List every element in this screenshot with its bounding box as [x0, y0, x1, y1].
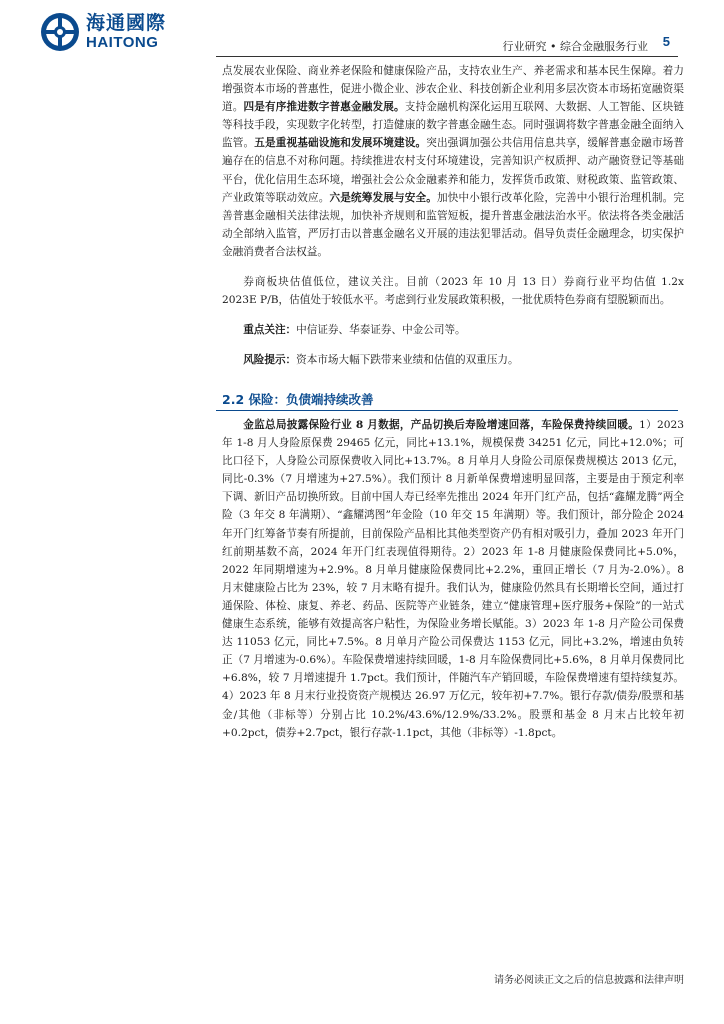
para1-bold-d: 五是重视基础设施和发展环境建设。: [254, 137, 427, 150]
para1-text-c: 支持金融机构深化运用互联网、大数据、人工智能、区块链等科技手段，实现数字化转型，打造健康的数字普惠金融生态。同时强调将数字普惠金融全面纳入监管。: [222, 101, 685, 150]
risk-label: 风险提示：: [243, 354, 297, 367]
para3-text: 1）2023 年 1-8 月人身险原保费 29465 亿元，同比+13.1%，规模保费 34251 亿元，同比+12.0%；可比口径下，人身险公司原保费收入同比+13.7%。8 月单月人身险公司原保费规模达 2013 亿元，同比-0.3%（7 月增速为+27.5%）。我们预计 8 月新单保费增速明显回落，主要是由于预定利率下调、新旧产品切换所致。目前中国人寿已经率先推出 2024 年开门红产品，包括“鑫耀龙腾”两全险（3 年交 8 年满期）、“鑫耀鸿图”年金险（10 年交 15 年满期）等。我们预计，部分险企 2024 年开门红筹备节奏有所提前，目前保险产品相比其他类型资产仍有相对吸引力，叠加 2023 年开门红前期基数不高，2024 年开门红表现值得期待。2）2023 年 1-8 月健康险保费同比+5.0%，2022 年同期增速为+2.9%。8 月单月健康险保费同比+2.2%，重回正增长（7 月为-2.0%）。8 月末健康险占比为 23%，较 7 月末略有提升。我们认为，健康险仍然具有长期增长空间，通过打通保险、体检、康复、养老、药品、医院等产业链条，建立“健康管理+医疗服务+保险”的一站式健康生态系统，能够有效提高客户粘性，为保险业务增长赋能。3）2023 年 1-8 月产险公司保费达 11053 亿元，同比+7.5%。8 月单月产险公司保费达 1153 亿元，同比+3.2%，增速由负转正（7 月增速为-0.6%）。车险保费增速持续回暖，1-8 月车险保费同比+5.6%，8 月单月保费同比+6.8%，较 7 月增速提升 1.7pct。我们预计，伴随汽车产销回暖，车险保费增速有望持续复苏。4）2023 年 8 月末行业投资资产规模达 26.97 万亿元，较年初+7.7%。银行存款/债券/股票和基金/其他（非标等）分别占比 10.2%/43.6%/12.9%/33.2%。股票和基金 8 月末占比较年初+0.2pct，债券+2.7pct，银行存款-1.1pct，其他（非标等）-1.8pct。: [222, 419, 684, 739]
main-content: [222, 62, 684, 369]
para1-bold-f: 六是统筹发展与安全。: [329, 191, 437, 204]
para1-text-a: 点发展农业保险、商业养老保险和健康保险产品，支持农业生产、养老需求和基本民生保障。着力增强资本市场的普惠性，促进小微企业、涉农企业、科技创新企业利用多层次资本市场拓宽融资渠道。: [222, 65, 684, 114]
focus-label: 重点关注：: [243, 324, 297, 337]
paragraph-risk: [222, 351, 684, 369]
header-divider: [216, 56, 678, 57]
para3-bold: 金监总局披露保险行业 8 月数据，产品切换后寿险增速回落，车险保费持续回暖。: [243, 419, 640, 431]
paragraph-insurance: [222, 416, 684, 742]
header-section-label: 行业研究 • 综合金融服务行业: [502, 40, 648, 53]
section-title: 2.2 保险：负债端持续改善: [222, 392, 374, 407]
haitong-logo: [40, 12, 166, 52]
page-number: 5: [662, 34, 670, 49]
para1-text-e: 突出强调加强公共信用信息共享，缓解普惠金融市场普遍存在的信息不对称问题。持续推进农村支付环境建设，完善知识产权质押、动产融资登记等基础平台，优化信用生态环境，增强社会公众金融素养和能力，发挥货币政策、财税政策、监管政策、产业政策等联动效应。: [222, 137, 685, 204]
paragraph-broker-valuation: 券商板块估值低位，建议关注。目前（2023 年 10 月 13 日）券商行业平均估值 1.2x 2023E P/B，估值处于较低水平。考虑到行业发展政策积极，一批优质特色券商有望脱颖而出。: [222, 276, 684, 307]
para1-text-g: 加快中小银行改革化险，完善中小银行治理机制。完善普惠金融相关法律法规，加快补齐规则和监管短板，提升普惠金融法治水平。依法将各类金融活动全部纳入监管，严厉打击以普惠金融名义开展的违法犯罪活动。倡导负责任金融理念，切实保护金融消费者合法权益。: [222, 191, 685, 258]
footer-disclaimer: 请务必阅读正文之后的信息披露和法律声明: [494, 975, 684, 986]
paragraph-focus: [222, 321, 684, 339]
haitong-logo-icon: [40, 12, 80, 52]
risk-text: 资本市场大幅下跌带来业绩和估值的双重压力。: [296, 354, 519, 367]
paragraph-inclusive-finance: [222, 62, 684, 261]
section-heading-wrap: [216, 388, 678, 411]
page-header: [0, 0, 724, 62]
insurance-content: [222, 416, 684, 742]
focus-text: 中信证券、华泰证券、中金公司等。: [296, 324, 466, 337]
logo-chinese-name: 海通國際: [86, 12, 167, 34]
logo-english-name: HAITONG: [86, 34, 159, 51]
para1-bold-b: 四是有序推进数字普惠金融发展。: [243, 101, 405, 114]
